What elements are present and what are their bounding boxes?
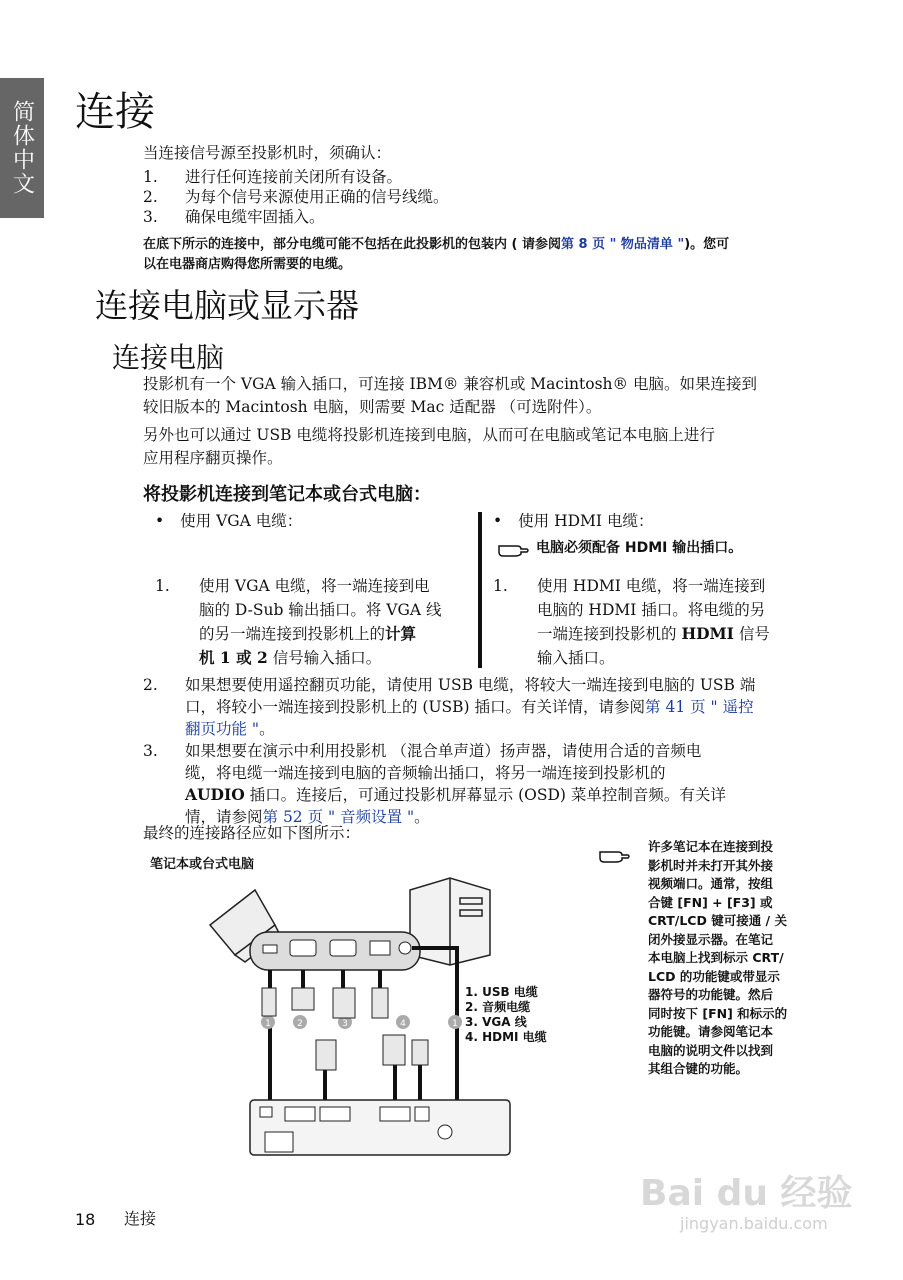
cable-number-label: 1 [265, 1019, 271, 1029]
watermark-url: jingyan.baidu.com [680, 1214, 828, 1233]
laptop-side-note: 许多笔记本在连接到投 影机时并未打开其外接 视频端口。通常，按组 合键 [FN] + [F3] 或 CRT/LCD 键可接通 / 关 闭外接显示器。在笔记 本电脑上找到标示 CRT/ LCD 的功能键或带显示 器符号的功能键。然后 同时按下 [FN] 和标示的 功能键。请参阅笔记本 电脑的说明文件以找到 其组合键的功能。 [648, 839, 788, 1076]
cable-number-label: 1 [452, 1019, 458, 1029]
link-remote-paging[interactable]: 第 41 页 " 遥控 [645, 698, 754, 716]
cable-notice: 在底下所示的连接中，部分电缆可能不包括在此投影机的包装内 ( 请参阅第 8 页 " 物品清单 ")。您可 以在电器商店购得您所需要的电缆。 [143, 237, 730, 272]
cable-number-label: 3 [342, 1019, 348, 1029]
note-hand-icon [497, 540, 531, 564]
cable-legend: 1. USB 电缆 2. 音频电缆 3. VGA 线 4. HDMI 电缆 [465, 985, 547, 1044]
watermark-logo: Bai du 经验 [640, 1173, 853, 1214]
paragraph-usb: 另外也可以通过 USB 电缆将投影机连接到电脑，从而可在电脑或笔记本电脑上进行 应用程序翻页操作。 [143, 426, 715, 467]
connect-heading: 将投影机连接到笔记本或台式电脑： [143, 484, 431, 505]
intro-text: 当连接信号源至投影机时，须确认： [143, 144, 392, 162]
page-number: 18 [75, 1210, 96, 1229]
final-line: 最终的连接路径应如下图所示： [143, 824, 361, 842]
cable-number-label: 2 [297, 1019, 303, 1029]
desktop-tower-icon [410, 878, 490, 965]
link-remote-paging-cont[interactable]: 翻页功能 " [185, 720, 260, 738]
link-items-list[interactable]: 第 8 页 " 物品清单 " [561, 237, 685, 252]
side-note-hand-icon [598, 846, 632, 870]
list-item: 1. 进行任何连接前关闭所有设备。 [143, 168, 403, 186]
hdmi-column-header: • 使用 HDMI 电缆： [493, 512, 654, 530]
footer-title: 连接 [124, 1209, 157, 1228]
hdmi-note: 电脑必须配备 HDMI 输出插口。 [536, 540, 743, 556]
page-title: 连接 [75, 89, 155, 135]
checklist [143, 166, 449, 228]
column-divider [478, 512, 482, 668]
language-tab[interactable]: 简体中文 [0, 78, 44, 218]
section-title: 连接电脑或显示器 [95, 286, 359, 325]
subsection-title: 连接电脑 [112, 341, 225, 374]
vga-column-header: • 使用 VGA 电缆： [155, 512, 303, 530]
paragraph-vga: 投影机有一个 VGA 输入插口，可连接 IBM® 兼容机或 Macintosh® 电脑。如果连接到 较旧版本的 Macintosh 电脑，则需要 Mac 适配器 （可选附件）。 [143, 375, 757, 416]
link-audio-settings[interactable]: 第 52 页 " 音频设置 " [262, 808, 415, 826]
diagram-label: 笔记本或台式电脑 [150, 857, 255, 872]
cable-number-label: 4 [400, 1019, 406, 1029]
list-item: 3. 确保电缆牢固插入。 [143, 208, 325, 226]
list-item: 2. 为每个信号来源使用正确的信号线缆。 [143, 188, 449, 206]
